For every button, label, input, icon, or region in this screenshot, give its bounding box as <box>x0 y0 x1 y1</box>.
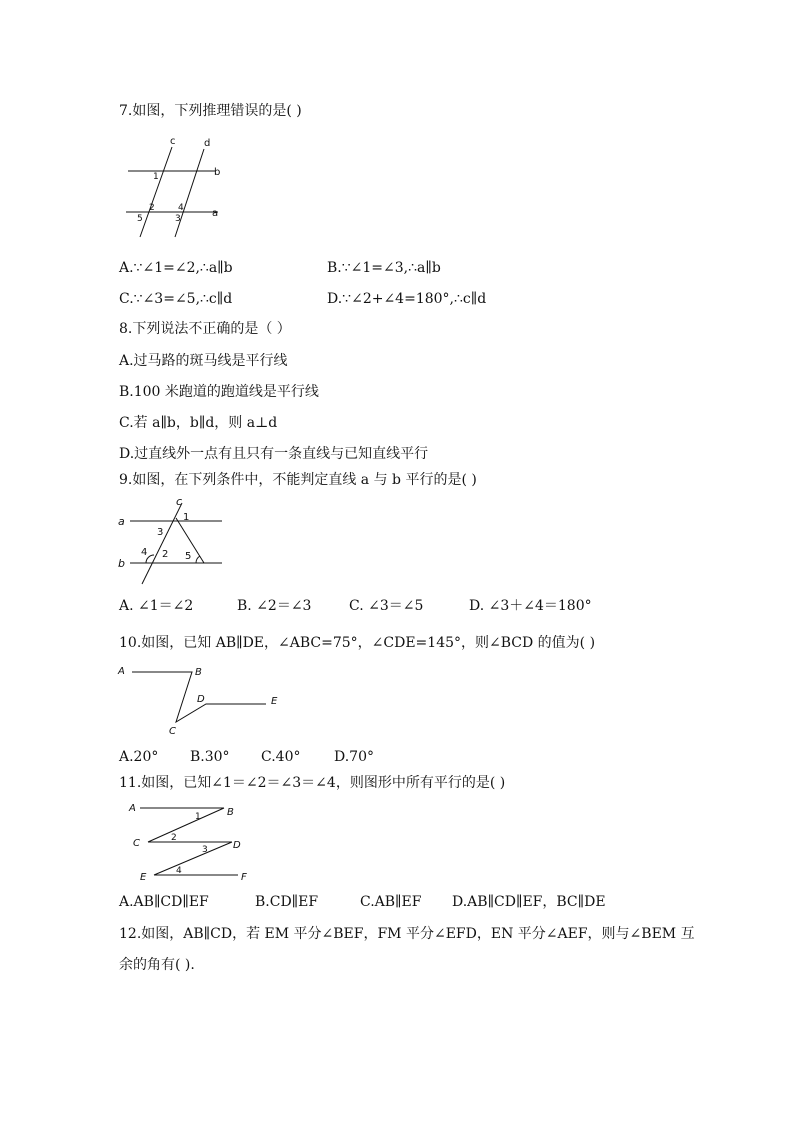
q11-figure <box>120 800 260 886</box>
q9-option-a[interactable]: A. ∠1＝∠2 <box>119 598 194 614</box>
angle-4: 4 <box>141 547 148 558</box>
q8-option-c[interactable]: C.若 a∥b，b∥d，则 a⊥d <box>119 415 278 431</box>
angle-5: 5 <box>185 551 192 562</box>
label-B: B <box>227 807 234 818</box>
q10-option-b[interactable]: B.30° <box>190 749 230 765</box>
angle-5: 5 <box>137 214 143 224</box>
angle-3: 3 <box>175 214 181 224</box>
angle-2: 2 <box>171 833 177 843</box>
q7-option-d[interactable]: D.∵∠2+∠4=180°,∴c∥d <box>327 291 487 307</box>
q7-question: 7.如图，下列推理错误的是( ) <box>119 103 302 119</box>
q11-option-d[interactable]: D.AB∥CD∥EF，BC∥DE <box>452 894 606 910</box>
q9-figure <box>116 495 226 585</box>
label-b: b <box>118 557 125 570</box>
line-c <box>142 503 182 584</box>
label-B: B <box>195 667 202 678</box>
q11-options <box>119 893 606 911</box>
angle-1: 1 <box>153 172 159 182</box>
label-E: E <box>271 696 278 707</box>
label-F: F <box>241 872 247 883</box>
q10-option-a[interactable]: A.20° <box>119 749 159 765</box>
q9-option-d[interactable]: D. ∠3＋∠4＝180° <box>469 598 592 614</box>
q7-option-c[interactable]: C.∵∠3=∠5,∴c∥d <box>119 291 233 307</box>
angle-1: 1 <box>183 512 190 523</box>
q7-option-a[interactable]: A.∵∠1=∠2,∴a∥b <box>119 260 233 276</box>
angle-4: 4 <box>176 866 182 876</box>
q8-question: 8.下列说法不正确的是（ ） <box>119 321 291 337</box>
angle-5-arc <box>196 556 200 563</box>
label-A: A <box>118 666 125 677</box>
q9-option-b[interactable]: B. ∠2＝∠3 <box>237 598 312 614</box>
q10-question: 10.如图，已知 AB∥DE，∠ABC=75°，∠CDE=145°，则∠BCD 的值为( ) <box>119 635 596 651</box>
q7-option-b[interactable]: B.∵∠1=∠3,∴a∥b <box>327 260 441 276</box>
label-c: c <box>170 136 176 147</box>
q9-option-c[interactable]: C. ∠3＝∠5 <box>349 598 424 614</box>
q9-question: 9.如图，在下列条件中，不能判定直线 a 与 b 平行的是( ) <box>119 472 477 488</box>
q9-options <box>119 597 592 615</box>
q8-option-b[interactable]: B.100 米跑道的跑道线是平行线 <box>119 384 319 400</box>
label-c: c <box>176 495 183 508</box>
angle-2: 2 <box>149 203 155 213</box>
angle-3: 3 <box>202 845 208 855</box>
label-E: E <box>140 872 147 883</box>
label-A: A <box>129 803 136 814</box>
q10-option-d[interactable]: D.70° <box>334 749 374 765</box>
q7-options-row1 <box>119 259 441 277</box>
line-BC <box>148 808 224 842</box>
q12-question-line1: 12.如图，AB∥CD，若 EM 平分∠BEF，FM 平分∠EFD，EN 平分∠AEF，则与∠BEM 互 <box>119 926 695 942</box>
q7-figure <box>120 134 230 242</box>
q11-question: 11.如图，已知∠1＝∠2＝∠3＝∠4，则图形中所有平行的是( ) <box>119 775 506 791</box>
q11-option-a[interactable]: A.AB∥CD∥EF <box>119 894 209 910</box>
q8-option-a[interactable]: A.过马路的斑马线是平行线 <box>119 353 288 369</box>
label-a: a <box>118 515 125 528</box>
q10-figure <box>116 660 286 740</box>
q10-option-c[interactable]: C.40° <box>261 749 301 765</box>
angle-4: 4 <box>178 203 184 213</box>
q7-options-row2 <box>119 290 486 308</box>
label-D: D <box>197 694 205 705</box>
line-DE <box>154 842 232 875</box>
label-a: a <box>212 208 219 219</box>
line-c <box>140 147 172 237</box>
label-D: D <box>233 840 241 851</box>
angle-1: 1 <box>195 812 201 822</box>
angle-3: 3 <box>157 527 164 538</box>
q11-option-b[interactable]: B.CD∥EF <box>255 894 319 910</box>
q10-options <box>119 748 374 766</box>
q8-option-d[interactable]: D.过直线外一点有且只有一条直线与已知直线平行 <box>119 446 429 462</box>
q11-option-c[interactable]: C.AB∥EF <box>360 894 422 910</box>
label-C: C <box>133 838 140 849</box>
label-C: C <box>169 726 176 737</box>
label-d: d <box>204 138 211 149</box>
angle-2: 2 <box>162 549 169 560</box>
q12-question-line2: 余的角有( ). <box>119 957 195 973</box>
label-b: b <box>214 167 221 178</box>
